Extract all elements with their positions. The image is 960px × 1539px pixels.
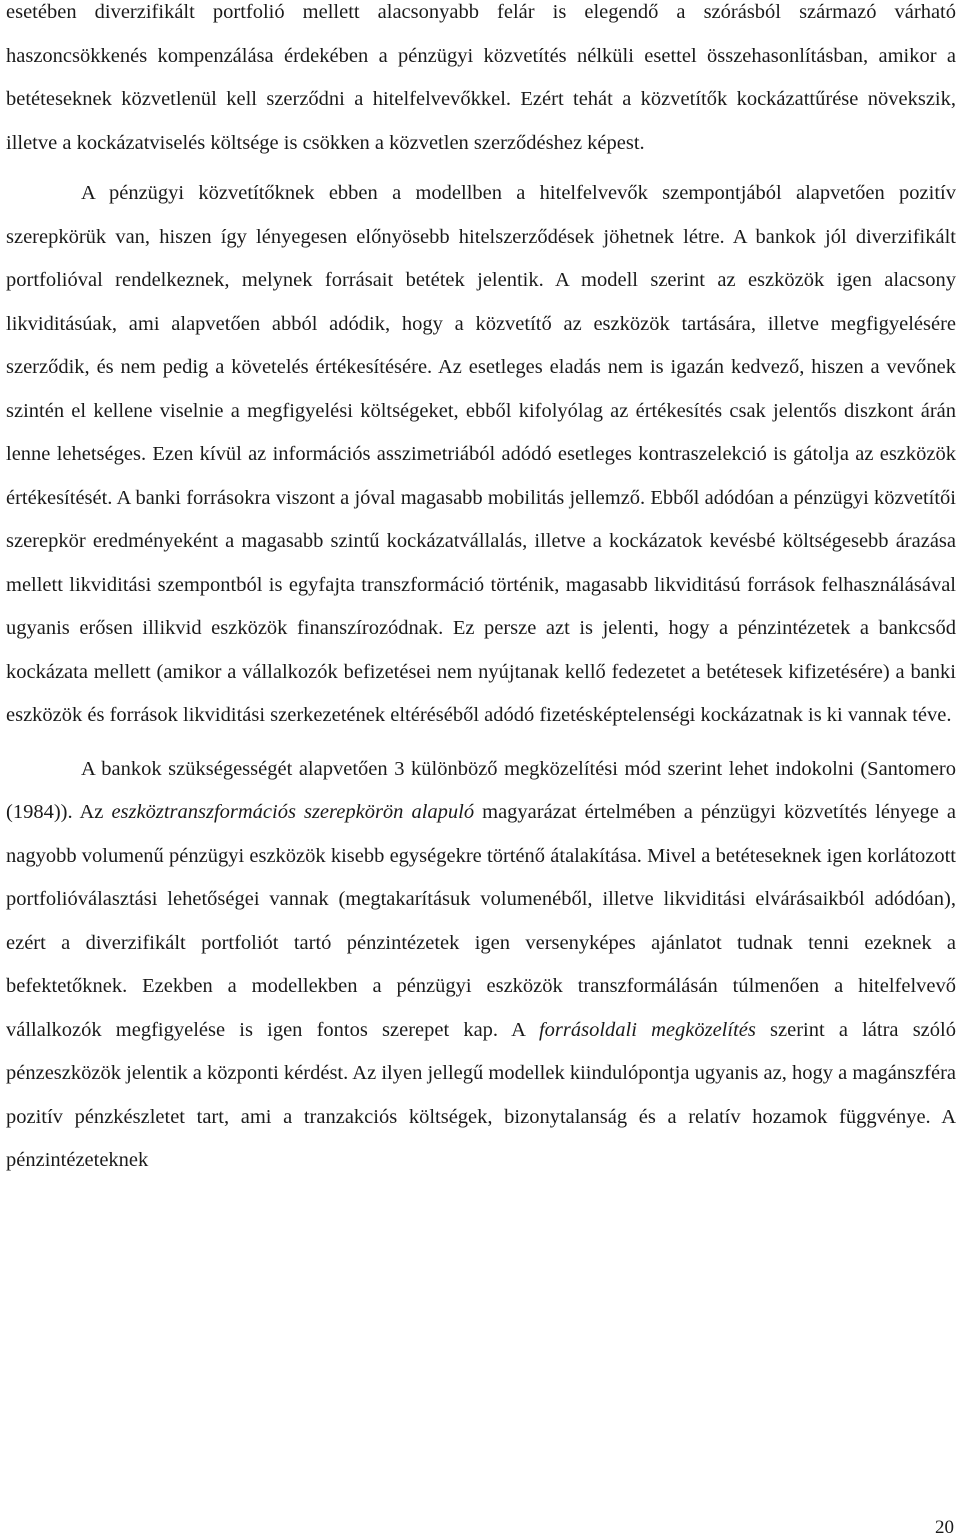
text-run: A pénzügyi közvetítőknek ebben a modellben a hitelfelvevők szempontjából alapvetően pozitív szerepkörük van, hiszen így lényegesen előnyösebb hitelszerződések jöhetnek létre. A bankok jól diverzifikált portfolióval rendelkeznek, melynek forrásait betétek jelentik. A modell szerint az eszközök igen alacsony likviditásúak, ami alapvetően abból adódik, hogy a közvetítő az eszközök tartására, illetve megfigyelésére szerződik, és nem pedig a követelés értékesítésére. Az esetleges eladás nem is igazán kedvező, hiszen a vevőnek szintén el kellene viselnie a megfigyelési költségeket, ebből kifolyólag az értékesítés csak jelentős diszkont árán lenne lehetséges. Ezen kívül az információs asszimetriából adódó esetleges kontraszelekció is gátolja az eszközök értékesítését. A banki forrásokra viszont a jóval magasabb mobilitás jellemző. Ebből adódóan a pénzügyi közvetítői szerepkör eredményeként a magasabb szintű kockázatvállalás, illetve a kockázatok kevésbé költségesebb árazása mellett likviditási szempontból is egyfajta transzformáció történik, magasabb likviditású források felhasználásával ugyanis erősen illikvid eszközök finanszírozódnak. Ez persze azt is jelenti, hogy a pénzintézetek a bankcsőd kockázata mellett (amikor a vállalkozók befizetései nem nyújtanak kellő fedezetet a betétesek kifizetésére) a banki eszközök és források likviditási szerkezetének eltéréséből adódó fizetésképtelenségi kockázatnak is ki vannak téve. xyxy=(6,182,956,726)
text-run: esetében diverzifikált portfolió mellett alacsonyabb felár is elegendő a szórásból származó várható haszoncsökkenés kompenzálása érdekében a pénzügyi közvetítés nélküli esettel összehasonlításban, amikor a betéteseknek közvetlenül kell szerződni a hitelfelvevőkkel. Ezért tehát a közvetítők kockázattűrése növekszik, illetve a kockázatviselés költsége is csökken a közvetlen szerződéshez képest. xyxy=(6,1,956,154)
italic-term: forrásoldali megközelítés xyxy=(538,1018,756,1041)
paragraph-intermediary-role xyxy=(6,172,956,738)
page-number: 20 xyxy=(935,1517,954,1538)
italic-term: eszköztranszformációs szerepkörön alapuló xyxy=(111,801,475,823)
text-run: szerint a látra szóló pénzeszközök jelentik a központi kérdést. Az ilyen jellegű modellek kiindulópontja ugyanis az, hogy a magánszféra pozitív pénzkészletet tart, ami a tranzakciós költségek, bizonytalanság és a relatív hozamok függvénye. A pénzintézeteknek xyxy=(6,1018,956,1171)
paragraph-continuation xyxy=(6,0,956,165)
text-run: magyarázat értelmében a pénzügyi közvetítés lényege a nagyobb volumenű pénzügyi eszközök kisebb egységekre történő átalakítása. Mivel a betéteseknek igen korlátozott portfolióválasztási lehetőségei vannak (megtakarításuk volumenéből, illetve likviditási elvárásaikból adódóan), ezért a diverzifikált portfoliót tartó pénzintézetek igen versenyképes ajánlatot tudnak tenni ezeknek a befektetőknek. Ezekben a modellekben a pénzügyi eszközök transzformálásán túlmenően a hitelfelvevő vállalkozók megfigyelése is igen fontos szerepet kap. A xyxy=(6,801,956,1041)
paragraph-bank-necessity xyxy=(6,748,956,1183)
document-page xyxy=(6,0,956,1183)
text-run: A bankok szükségességét alapvetően 3 különböző megközelítési mód szerint lehet indokolni (Santomero (1984)). Az xyxy=(6,757,956,823)
